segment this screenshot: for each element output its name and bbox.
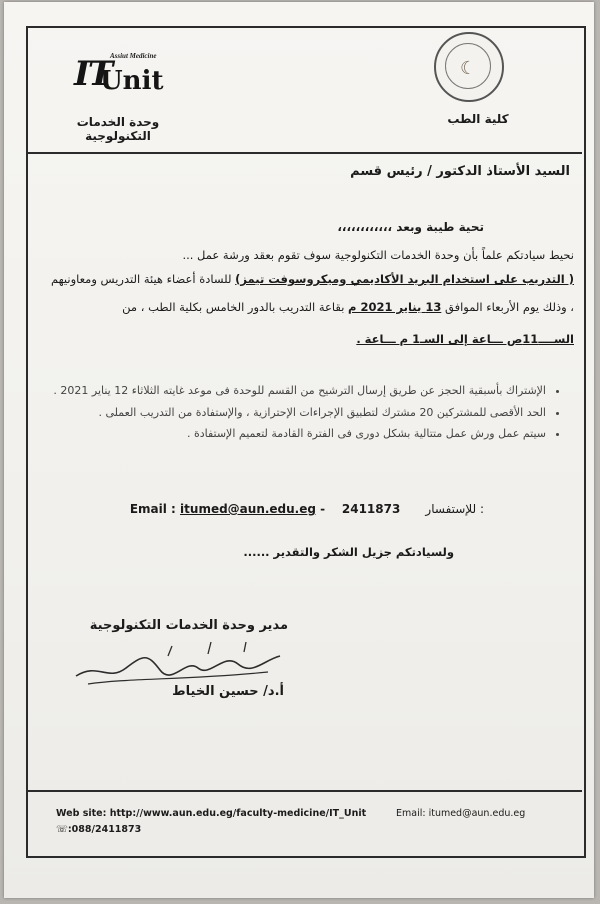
signatory-title: مدير وحدة الخدمات التكنولوجية: [89, 618, 288, 633]
note-item: • سيتم عمل ورش عمل متتالية بشكل دورى فى الفترة القادمة لتعميم الإستفادة .: [44, 425, 546, 443]
footer-email[interactable]: Email: itumed@aun.edu.eg: [396, 808, 526, 819]
logo-unit-text: Unit: [100, 66, 164, 96]
notes-list: [44, 382, 562, 447]
recipient: السيد الأستاذ الدكتور / رئيس قسم: [350, 164, 570, 179]
date-prefix: ، وذلك يوم الأربعاء الموافق: [441, 300, 574, 314]
workshop-date: 13 يناير 2021 م: [348, 300, 442, 314]
workshop-time: الســــ11ص ـــاعة إلى السـ1 م ـــاعة .: [356, 332, 574, 346]
inquiry-phone: 2411873: [341, 502, 401, 516]
signatory-name: أ.د/ حسين الخياط: [172, 684, 284, 699]
it-unit-logo: [72, 52, 182, 100]
closing: ولسيادتكم جزيل الشكر والتقدير ......: [243, 545, 454, 559]
inquiry-label: للإستفسار :: [425, 502, 484, 516]
unit-name: وحدة الخدمات التكنولوجية: [76, 115, 160, 143]
contact-line: Email : itumed@aun.edu.eg - 2411873 للإستفسار :: [129, 502, 484, 516]
faculty-name: كلية الطب: [447, 112, 509, 126]
workshop-line: [44, 272, 574, 286]
letter-page: [4, 2, 594, 898]
time-line: [44, 332, 574, 346]
note-item: • الحد الأقصى للمشتركين 20 مشترك لتطبيق الإجراءات الإحترازية ، والإستفادة من التدريب العملى .: [44, 404, 546, 422]
intro-line: نحيط سيادتكم علماً بأن وحدة الخدمات التكنولوجية سوف تقوم بعقد ورشة عمل ...: [182, 248, 574, 262]
faculty-seal: [434, 32, 504, 102]
footer-divider: [28, 790, 582, 792]
crescent-icon: ☾: [460, 58, 477, 79]
date-line: [44, 300, 574, 314]
workshop-title: ( التدريب على استخدام البريد الأكاديمي وميكروسوفت تيمز): [235, 272, 574, 286]
audience-text: للسادة أعضاء هيئة التدريس ومعاونيهم: [50, 272, 236, 286]
note-item: • الإشتراك بأسبقية الحجز عن طريق إرسال الترشيح من القسم للوحدة فى موعد غايته الثلاثاء 12 يناير 2021 .: [44, 382, 546, 400]
venue-text: بقاعة التدريب بالدور الخامس بكلية الطب ، من: [122, 300, 349, 314]
email-link[interactable]: itumed@aun.edu.eg: [180, 502, 316, 516]
header-divider: [28, 152, 582, 154]
logo-subtitle: Assiut Medicine: [110, 52, 157, 60]
email-label: Email :: [129, 502, 176, 516]
greeting: تحية طيبة وبعد ،،،،،،،،،،،،: [337, 220, 484, 234]
footer-phone: ☏:088/2411873: [56, 824, 142, 835]
logo-it-text: IT: [74, 54, 112, 94]
website-link[interactable]: Web site: http://www.aun.edu.eg/faculty-medicine/IT_Unit: [56, 808, 367, 819]
